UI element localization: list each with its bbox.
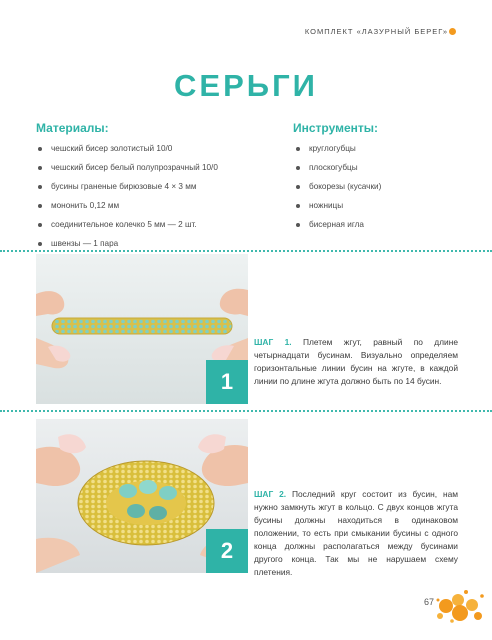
tools-list xyxy=(296,143,381,238)
step-1-photo xyxy=(36,254,248,404)
divider-middle xyxy=(0,410,492,412)
step-2-label: ШАГ 2. xyxy=(254,489,287,499)
materials-title: Материалы: xyxy=(36,121,109,135)
list-item: мононить 0,12 мм xyxy=(38,200,218,219)
divider-top xyxy=(0,250,492,252)
step-1-label: ШАГ 1. xyxy=(254,337,292,347)
step-1-body: Плетем жгут, равный по длине четырнадцати бусинам. Визуально определяем горизонтальные линии бусин на жгуте, в каждой линии по длине жгута должно быть по 14 бусин. xyxy=(254,337,459,386)
list-item: швензы — 1 пара xyxy=(38,238,218,257)
list-item: бусины граненые бирюзовые 4 × 3 мм xyxy=(38,181,218,200)
materials-list xyxy=(38,143,218,257)
running-header: КОМПЛЕКТ «ЛАЗУРНЫЙ БЕРЕГ» xyxy=(304,27,448,36)
tools-title: Инструменты: xyxy=(293,121,379,135)
list-item: чешский бисер золотистый 10/0 xyxy=(38,143,218,162)
page-title: СЕРЬГИ xyxy=(174,68,318,103)
bead-cluster-icon xyxy=(432,586,488,626)
list-item: соединительное колечко 5 мм — 2 шт. xyxy=(38,219,218,238)
step-1-badge: 1 xyxy=(206,360,248,404)
list-item: ножницы xyxy=(296,200,381,219)
list-item: плоскогубцы xyxy=(296,162,381,181)
header-dot-icon xyxy=(449,28,456,35)
step-2-photo xyxy=(36,419,248,573)
list-item: чешский бисер белый полупрозрачный 10/0 xyxy=(38,162,218,181)
step-2-badge: 2 xyxy=(206,529,248,573)
list-item: круглогубцы xyxy=(296,143,381,162)
list-item: бисерная игла xyxy=(296,219,381,238)
page-number: 67 xyxy=(424,597,435,607)
step-1-text xyxy=(254,336,458,388)
list-item: бокорезы (кусачки) xyxy=(296,181,381,200)
step-2-text xyxy=(254,488,458,579)
step-2-body: Последний круг состоит из бусин, нам нужно замкнуть жгут в кольцо. С двух концов жгута бусины должны находиться в одинаковом положении, то есть при смыкании бусины с одного конца должны располагаться между бусинами другого конца. Так мы не нарушаем схему плетения. xyxy=(254,489,458,577)
